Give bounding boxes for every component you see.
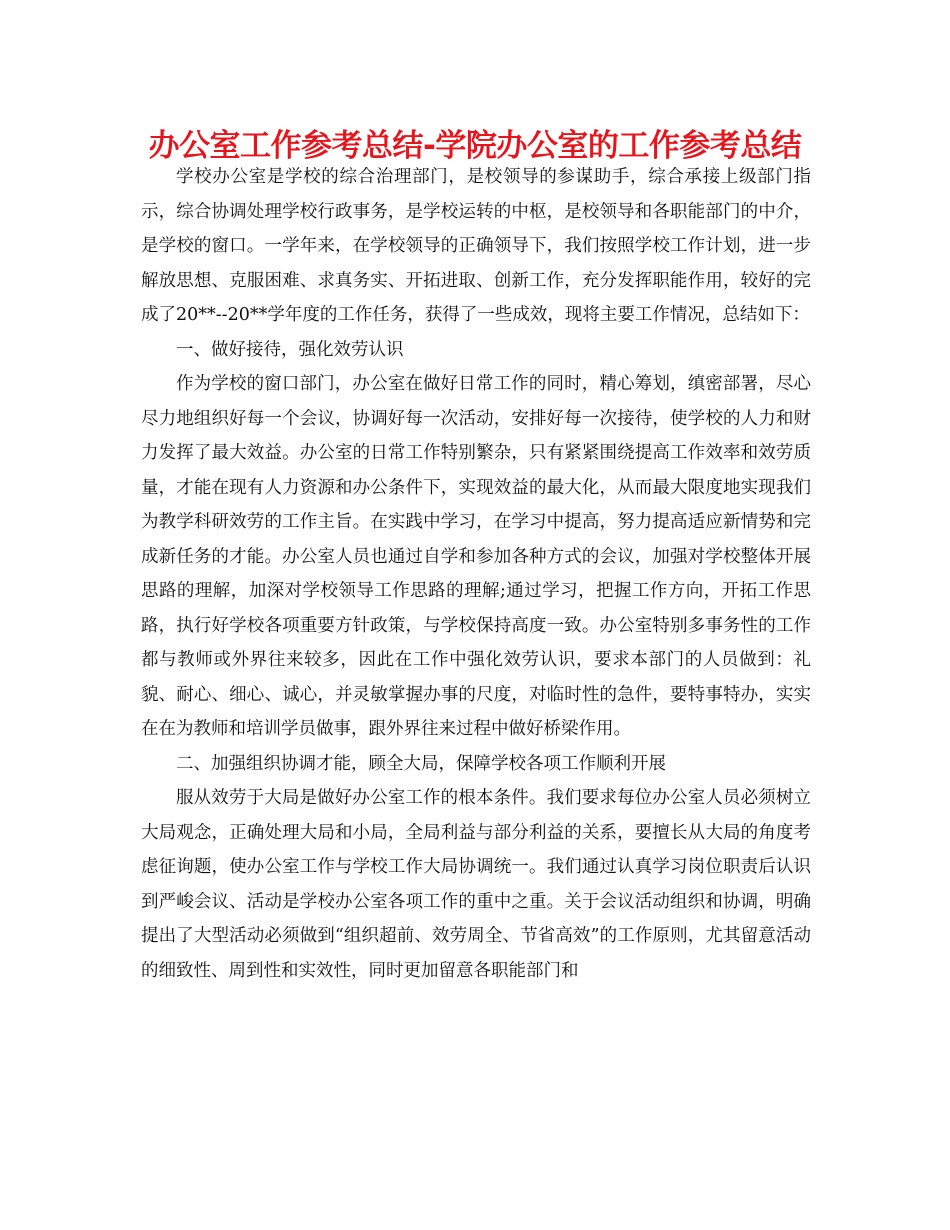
- paragraph-section-1: 作为学校的窗口部门，办公室在做好日常工作的同时，精心筹划，缜密部署，尽心尽力地组织好每一个会议，协调好每一次活动，安排好每一次接待，使学校的人力和财力发挥了最大效益。办公室的日常工作特别繁杂，只有紧紧围绕提高工作效率和效劳质量，才能在现有人力资源和办公条件下，实现效益的最大化，从而最大限度地实现我们为教学科研效劳的工作主旨。在实践中学习，在学习中提高，努力提高适应新情势和完成新任务的才能。办公室人员也通过自学和参加各种方式的会议，加强对学校整体开展思路的理解，加深对学校领导工作思路的理解;通过学习，把握工作方向，开拓工作思路，执行好学校各项重要方针政策，与学校保持高度一致。办公室特别多事务性的工作都与教师或外界往来较多，因此在工作中强化效劳认识，要求本部门的人员做到：礼貌、耐心、细心、诚心，并灵敏掌握办事的尺度，对临时性的急件，要特事特办，实实在在为教师和培训学员做事，跟外界往来过程中做好桥梁作用。: [141, 374, 811, 739]
- paragraph-section-2: 服从效劳于大局是做好办公室工作的根本条件。我们要求每位办公室人员必须树立大局观念，正确处理大局和小局，全局利益与部分利益的关系，要擅长从大局的角度考虑征询题，使办公室工作与学校工作大局协调统一。我们通过认真学习岗位职责后认识到严峻会议、活动是学校办公室各项工作的重中之重。关于会议活动组织和协调，明确提出了大型活动必须做到“组织超前、效劳周全、节省高效”的工作原则，尤其留意活动的细致性、周到性和实效性，同时更加留意各职能部门和: [141, 788, 811, 981]
- document-body: [141, 160, 811, 988]
- section-heading-1: 一、做好接待，强化效劳认识: [176, 339, 404, 360]
- document-title: 办公室工作参考总结-学院办公室的工作参考总结: [148, 128, 802, 164]
- paragraph-intro: 学校办公室是学校的综合治理部门，是校领导的参谋助手，综合承接上级部门指示，综合协调处理学校行政事务，是学校运转的中枢，是校领导和各职能部门的中介，是学校的窗口。一学年来，在学校领导的正确领导下，我们按照学校工作计划，进一步解放思想、克服困难、求真务实、开拓进取、创新工作，充分发挥职能作用，较好的完成了20**--20**学年度的工作任务，获得了一些成效，现将主要工作情况，总结如下：: [141, 167, 811, 325]
- section-heading-2: 二、加强组织协调才能，顾全大局，保障学校各项工作顺利开展: [176, 753, 666, 774]
